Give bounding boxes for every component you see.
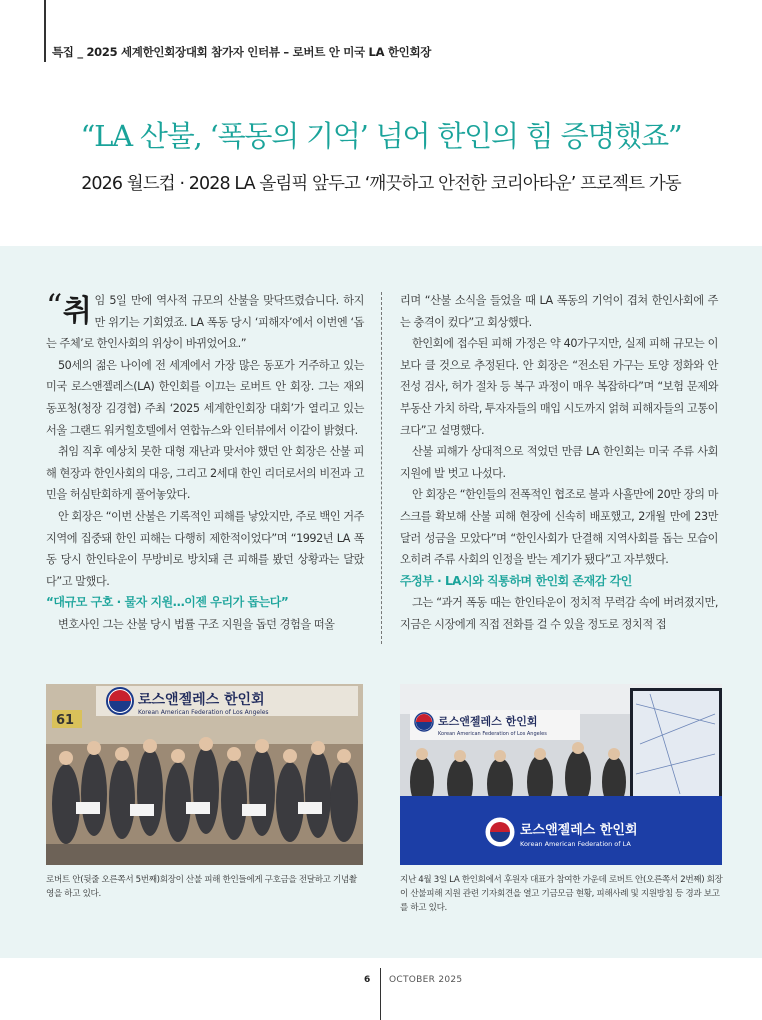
banner-text: 로스앤젤레스 한인회 [138, 692, 265, 708]
paragraph: 변호사인 그는 산불 당시 법률 구조 지원을 돕던 경험을 떠올 [58, 617, 335, 631]
section-subheading: “대규모 구호 · 물자 지원…이젠 우리가 돕는다” [46, 595, 289, 610]
table-banner-subtext: Korean American Federation of LA [520, 840, 631, 848]
paragraph: 임 5일 만에 역사적 규모의 산불을 맞닥뜨렸습니다. 하지만 위기는 기회였죠. LA 폭동 당시 ‘피해자’에서 이번엔 ‘돕는 주체’로 한인사회의 위상이 바뀌었어요.” [46, 294, 364, 351]
headline: “LA 산불, ‘폭동의 기억’ 넘어 한인의 힘 증명했죠” [80, 119, 682, 153]
paragraph: 산불 피해가 상대적으로 적었던 만큼 LA 한인회는 미국 주류 사회 지원에 발 벗고 나섰다. [400, 445, 718, 480]
photo-press-conference [400, 684, 722, 865]
subheadline: 2026 월드컵 · 2028 LA 올림픽 앞두고 ‘깨끗하고 안전한 코리아타운’ 프로젝트 가동 [81, 174, 681, 194]
right-column [400, 290, 718, 636]
paragraph: 안 회장은 “한인들의 전폭적인 협조로 불과 사흘만에 20만 장의 마스크를 확보해 산불 피해 현장에 신속히 배포했고, 2개월 만에 23만 달러 성금을 모았다”며 “한인사회가 단결해 지역사회를 돕는 모습이 오히려 주류 사회의 인정을 받는 계기가 됐다”고 자부했다. [400, 488, 718, 567]
table-banner-text: 로스앤젤레스 한인회 [520, 823, 638, 838]
paragraph: 그는 “과거 폭동 때는 한인타운이 정치적 무력감 속에 버려졌지만, 지금은 시장에게 직접 전화를 걸 수 있을 정도로 정치적 접 [400, 596, 718, 631]
photo-group-donation [46, 684, 363, 865]
open-quote-mark: “ [46, 287, 62, 325]
photo-caption: 로버트 안(뒷줄 오른쪽서 5번째)회장이 산불 피해 한인들에게 구호금을 전달하고 기념촬영을 하고 있다. [46, 875, 357, 899]
header-rule [44, 0, 46, 62]
issue-month: OCTOBER 2025 [389, 975, 463, 985]
paragraph: 한인회에 접수된 피해 가정은 약 40가구지만, 실제 피해 규모는 이보다 클 것으로 추정된다. 안 회장은 “전소된 가구는 토양 정화와 안전성 검사, 허가 절차 등 복구 과정이 매우 복잡하다”며 “보험 문제와 부동산 가치 하락, 투자자들의 매입 시도까지 얽혀 피해자들의 고통이 크다”고 설명했다. [400, 337, 718, 437]
dropcap-block [46, 287, 92, 332]
banner-text: 로스앤젤레스 한인회 [438, 715, 538, 728]
left-column [46, 287, 364, 636]
banner-subtext: Korean American Federation of Los Angeles [438, 731, 547, 737]
paragraph: 취임 직후 예상치 못한 대형 재난과 맞서야 했던 안 회장은 산불 피해 현장과 한인사회의 대응, 그리고 2세대 한인 리더로서의 비전과 고민을 허심탄회하게 풀어놓았다. [46, 445, 364, 502]
badge-text: 61 [56, 713, 75, 728]
banner-subtext: Korean American Federation of Los Angeles [138, 709, 269, 716]
paragraph: 안 회장은 “이번 산불은 기록적인 피해를 낳았지만, 주로 백인 거주 지역에 집중돼 한인 피해는 다행히 제한적이었다”며 “1992년 LA 폭동 당시 한인타운이 무방비로 방치돼 큰 피해를 봤던 상황과는 달랐다”고 말했다. [46, 509, 364, 588]
paragraph: 50세의 젊은 나이에 전 세계에서 가장 많은 동포가 거주하고 있는 미국 로스앤젤레스(LA) 한인회를 이끄는 로버트 안 회장. 그는 재외동포청(청장 김경협) 주최 ‘2025 세계한인회장 대회’가 열리고 있는 서울 그랜드 워커힐호텔에서 연합뉴스와 인터뷰에서 이같이 밝혔다. [46, 358, 364, 437]
section-tag: 특집 _ 2025 세계한인회장대회 참가자 인터뷰 – 로버트 안 미국 LA 한인회장 [52, 45, 432, 59]
section-subheading: 주정부 · LA시와 직통하며 한인회 존재감 각인 [400, 573, 632, 588]
dropcap: 취 [62, 294, 92, 329]
paragraph: 리며 “산불 소식을 들었을 때 LA 폭동의 기억이 겹쳐 한인사회에 주는 충격이 컸다”고 회상했다. [400, 294, 718, 329]
column-divider [381, 292, 382, 644]
page-number: 6 [364, 975, 371, 985]
footer-rule [380, 968, 381, 1020]
photo-caption: 지난 4월 3일 LA 한인회에서 후원자 대표가 참여한 가운데 로버트 안(오른쪽서 2번째) 회장이 산불피해 지원 관련 기자회견을 열고 기금모금 현황, 피해사례 및 지원방침 등 경과 보고를 하고 있다. [400, 875, 723, 913]
